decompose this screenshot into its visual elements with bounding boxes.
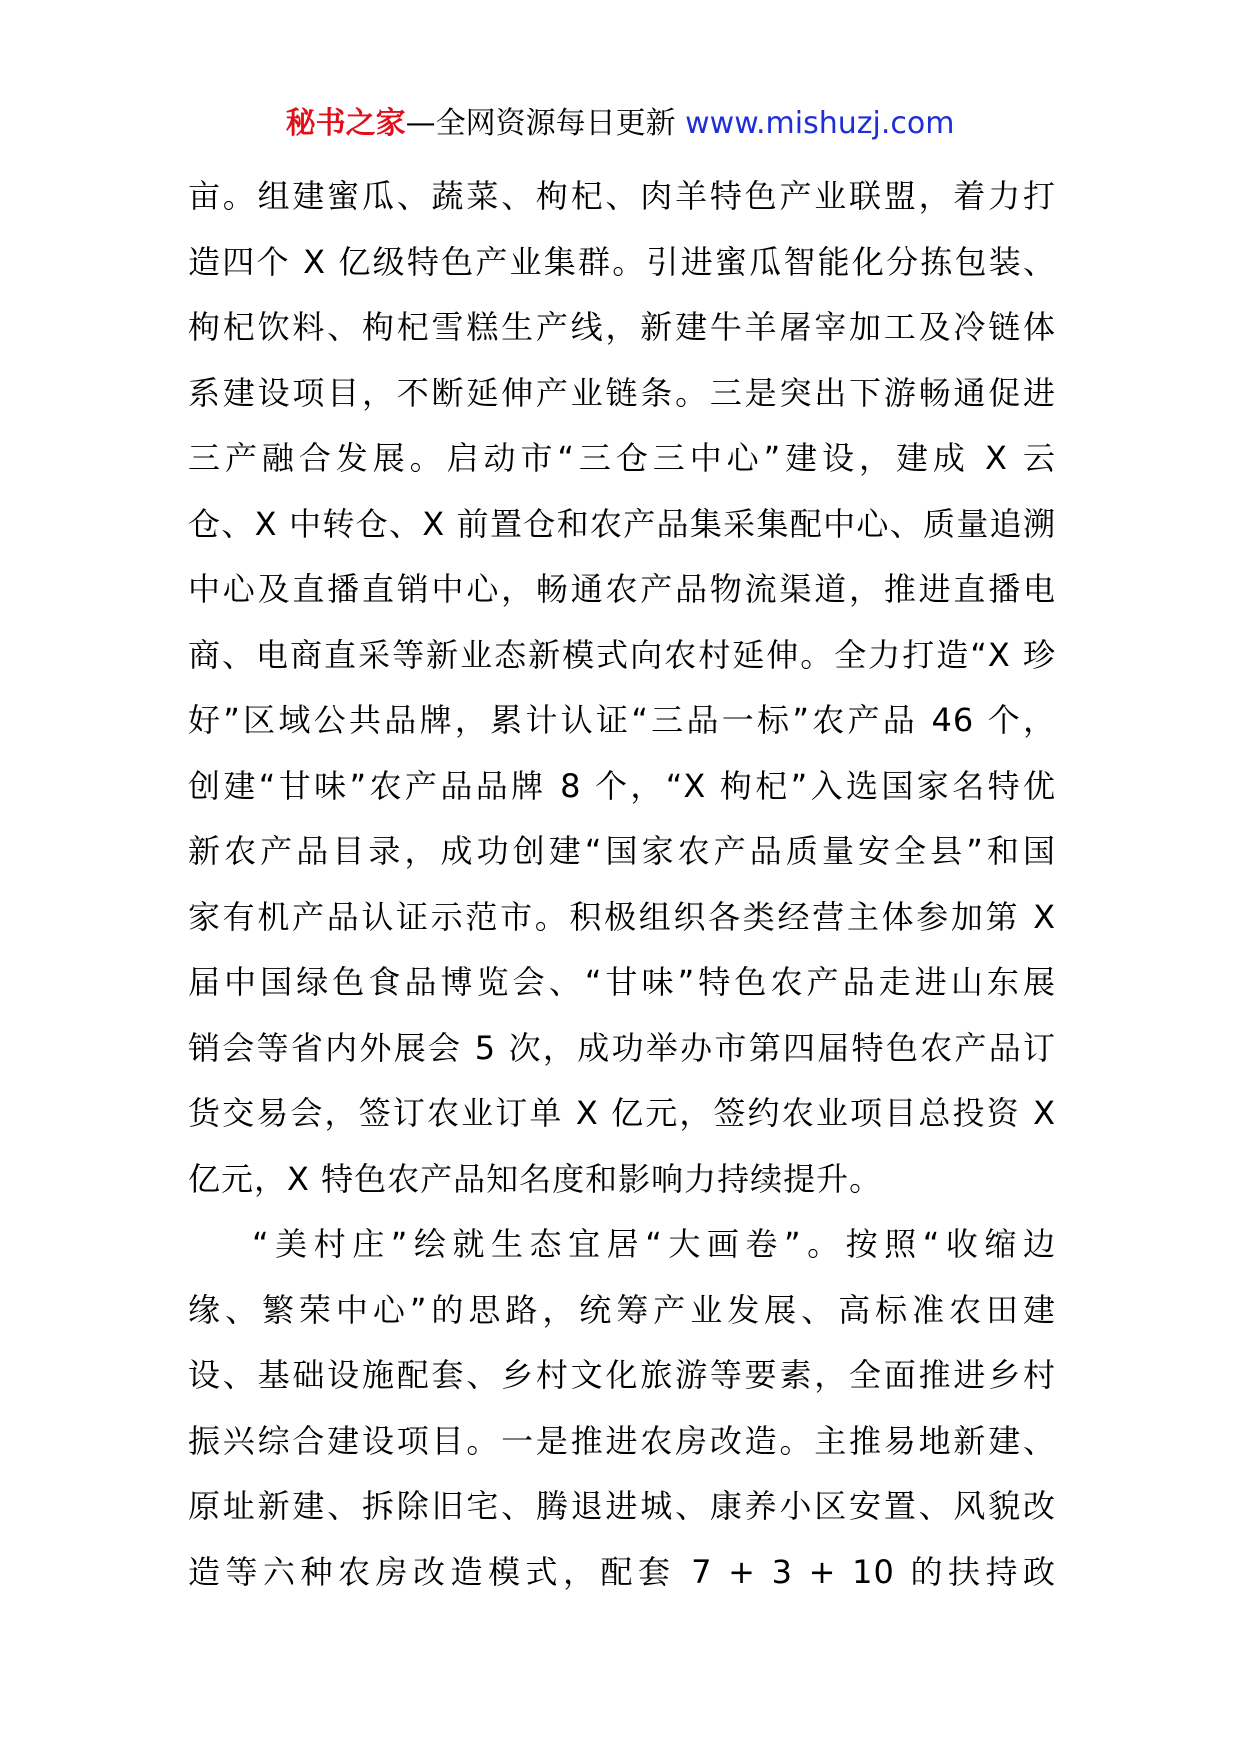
text-line: 系建设项目，不断延伸产业链条。三是突出下游畅通促进: [188, 373, 1056, 412]
text-line: 家有机产品认证示范市。积极组织各类经营主体参加第 X: [188, 897, 1056, 936]
text-line: 三产融合发展。启动市“三仓三中心”建设，建成 X 云: [188, 439, 1056, 477]
text-line: 仓、X 中转仓、X 前置仓和农产品集采集配中心、质量追溯: [188, 504, 1056, 543]
text-line: “美村庄”绘就生态宜居“大画卷”。按照“收缩边: [252, 1225, 1056, 1263]
text-line: 设、基础设施配套、乡村文化旅游等要素，全面推进乡村: [188, 1356, 1056, 1394]
text-line: 缘、繁荣中心”的思路，统筹产业发展、高标准农田建: [188, 1290, 1056, 1329]
text-line: 枸杞饮料、枸杞雪糕生产线，新建牛羊屠宰加工及冷链体: [188, 308, 1056, 346]
text-line: 中心及直播直销中心，畅通农产品物流渠道，推进直播电: [188, 570, 1056, 608]
text-line: 商、电商直采等新业态新模式向农村延伸。全力打造“X 珍: [188, 635, 1056, 674]
document-body: [188, 164, 1056, 1605]
site-tagline: —全网资源每日更新: [405, 106, 686, 141]
text-line: 货交易会，签订农业订单 X 亿元，签约农业项目总投资 X: [188, 1094, 1056, 1132]
site-brand: 秘书之家: [285, 106, 406, 141]
text-line: 亿元，X 特色农产品知名度和影响力持续提升。: [188, 1159, 883, 1198]
text-line: 原址新建、拆除旧宅、腾退进城、康养小区安置、风貌改: [188, 1487, 1056, 1525]
text-line: 振兴综合建设项目。一是推进农房改造。主推易地新建、: [188, 1421, 1056, 1460]
paragraph-1: [188, 164, 1056, 1212]
text-line: 造四个 X 亿级特色产业集群。引进蜜瓜智能化分拣包装、: [188, 242, 1056, 281]
text-line: 销会等省内外展会 5 次，成功举办市第四届特色农产品订: [188, 1028, 1056, 1067]
text-line: 创建“甘味”农产品品牌 8 个，“X 枸杞”入选国家名特优: [188, 766, 1056, 805]
text-line: 届中国绿色食品博览会、“甘味”特色农产品走进山东展: [188, 963, 1056, 1001]
text-line: 新农产品目录，成功创建“国家农产品质量安全县”和国: [188, 832, 1056, 870]
text-line: 好”区域公共品牌，累计认证“三品一标”农产品 46 个，: [188, 701, 1056, 739]
site-url-link[interactable]: www.mishuzj.com: [685, 106, 955, 141]
site-header: [0, 104, 1240, 144]
text-line: 造等六种农房改造模式，配套 7 + 3 + 10 的扶持政: [188, 1552, 1056, 1591]
paragraph-2: [188, 1212, 1056, 1605]
text-line: 亩。组建蜜瓜、蔬菜、枸杞、肉羊特色产业联盟，着力打: [188, 177, 1056, 215]
